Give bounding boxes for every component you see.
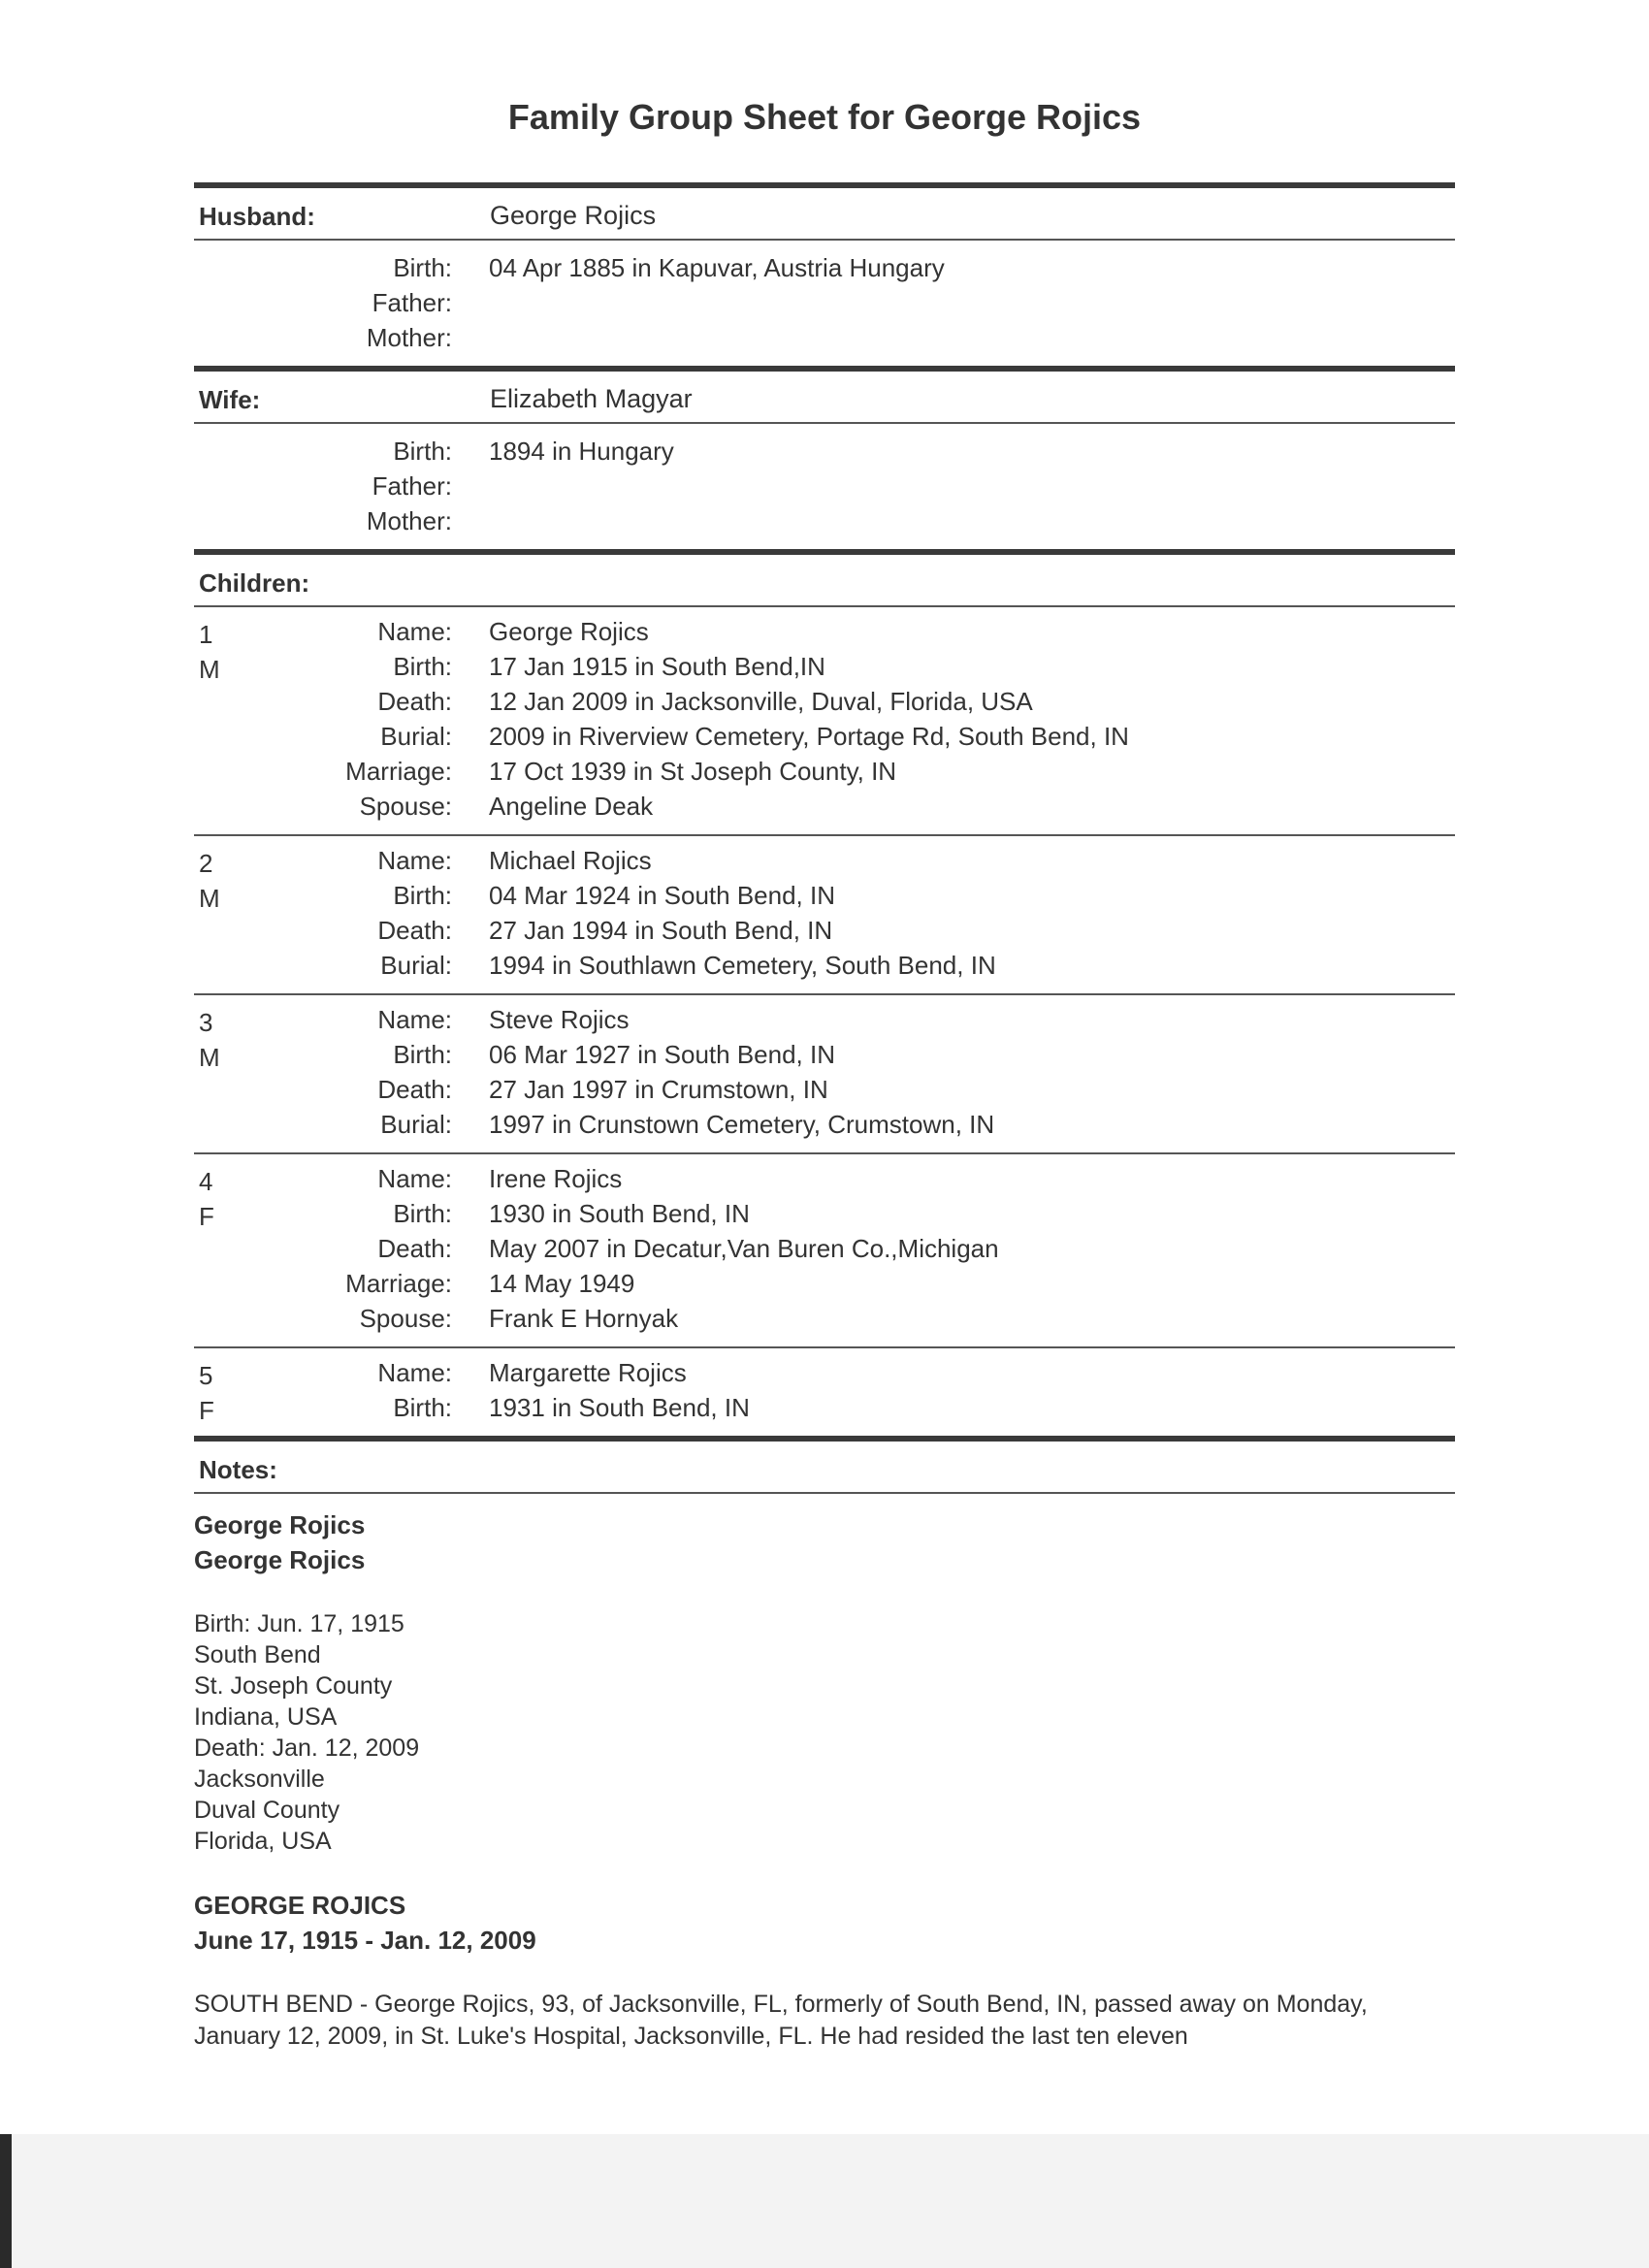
notes-line: Jacksonville xyxy=(194,1766,325,1793)
field-value: 17 Oct 1939 in St Joseph County, IN xyxy=(489,757,897,786)
obituary-dates: June 17, 1915 - Jan. 12, 2009 xyxy=(194,1926,536,1955)
child-sex: M xyxy=(199,655,220,684)
child-number: 2 xyxy=(199,849,213,878)
notes-line: St. Joseph County xyxy=(194,1672,393,1700)
field-row xyxy=(194,1110,1455,1145)
field-row xyxy=(194,1075,1455,1110)
field-value: 17 Jan 1915 in South Bend,IN xyxy=(489,652,825,681)
child-sex: M xyxy=(199,1043,220,1072)
child-sex: F xyxy=(199,1396,214,1425)
field-label: Name: xyxy=(377,617,452,646)
husband-header xyxy=(194,188,1455,239)
field-label: Name: xyxy=(377,846,452,875)
field-row xyxy=(194,792,1455,826)
field-row xyxy=(194,1040,1455,1075)
field-row xyxy=(194,916,1455,951)
husband-label: Husband: xyxy=(199,202,315,231)
field-label: Birth: xyxy=(393,253,452,282)
husband-fields xyxy=(194,241,1455,366)
field-label: Birth: xyxy=(393,1393,452,1422)
wife-name: Elizabeth Magyar xyxy=(490,384,693,413)
field-value: 1997 in Crunstown Cemetery, Crumstown, IN xyxy=(489,1110,995,1139)
husband-name: George Rojics xyxy=(490,201,657,230)
field-label: Birth: xyxy=(393,1040,452,1069)
child-sex: M xyxy=(199,884,220,913)
family-group-sheet xyxy=(194,182,1455,2053)
field-row xyxy=(194,323,1455,358)
field-value: George Rojics xyxy=(489,617,649,646)
wife-header xyxy=(194,372,1455,422)
field-label: Mother: xyxy=(366,323,452,352)
field-value: Margarette Rojics xyxy=(489,1358,687,1387)
field-row xyxy=(194,1005,1455,1040)
field-value: 27 Jan 1994 in South Bend, IN xyxy=(489,916,833,945)
children-header xyxy=(194,555,1455,605)
field-label: Marriage: xyxy=(345,1269,452,1298)
field-label: Spouse: xyxy=(359,1304,452,1333)
scanner-background xyxy=(0,2134,1649,2268)
field-row xyxy=(194,1358,1455,1393)
field-value: 04 Mar 1924 in South Bend, IN xyxy=(489,881,836,910)
field-label: Name: xyxy=(377,1164,452,1193)
field-row xyxy=(194,846,1455,881)
field-value: Angeline Deak xyxy=(489,792,654,821)
child-number: 3 xyxy=(199,1008,213,1037)
field-row xyxy=(194,881,1455,916)
field-row xyxy=(194,1234,1455,1269)
field-label: Name: xyxy=(377,1005,452,1034)
notes-header xyxy=(194,1442,1455,1492)
field-row xyxy=(194,471,1455,506)
field-value: 12 Jan 2009 in Jacksonville, Duval, Florida, USA xyxy=(489,687,1033,716)
field-value: 1931 in South Bend, IN xyxy=(489,1393,750,1422)
field-value: 2009 in Riverview Cemetery, Portage Rd, South Bend, IN xyxy=(489,722,1129,751)
field-row xyxy=(194,437,1455,471)
field-label: Father: xyxy=(372,471,452,501)
child-entry xyxy=(194,836,1455,993)
field-value: Michael Rojics xyxy=(489,846,652,875)
field-row xyxy=(194,253,1455,288)
notes-heading: George Rojics xyxy=(194,1545,366,1574)
children-label: Children: xyxy=(199,568,310,598)
field-row xyxy=(194,1164,1455,1199)
field-value: 1930 in South Bend, IN xyxy=(489,1199,750,1228)
notes-line: Duval County xyxy=(194,1797,340,1824)
field-row xyxy=(194,288,1455,323)
obituary-title: GEORGE ROJICS xyxy=(194,1891,406,1920)
page-title: Family Group Sheet for George Rojics xyxy=(507,97,1142,137)
field-label: Spouse: xyxy=(359,792,452,821)
scanner-edge xyxy=(0,2134,12,2268)
field-row xyxy=(194,1269,1455,1304)
field-label: Birth: xyxy=(393,437,452,466)
field-row xyxy=(194,757,1455,792)
field-label: Father: xyxy=(372,288,452,317)
field-label: Birth: xyxy=(393,652,452,681)
field-label: Death: xyxy=(377,1075,452,1104)
field-value: Steve Rojics xyxy=(489,1005,630,1034)
field-label: Birth: xyxy=(393,1199,452,1228)
field-value: Frank E Hornyak xyxy=(489,1304,679,1333)
field-value: 14 May 1949 xyxy=(489,1269,635,1298)
field-row xyxy=(194,617,1455,652)
child-sex: F xyxy=(199,1202,214,1231)
field-label: Mother: xyxy=(366,506,452,535)
field-value: 06 Mar 1927 in South Bend, IN xyxy=(489,1040,836,1069)
field-label: Birth: xyxy=(393,881,452,910)
notes-body xyxy=(194,1494,1455,2053)
field-row xyxy=(194,951,1455,986)
wife-label: Wife: xyxy=(199,385,261,414)
notes-line: Death: Jan. 12, 2009 xyxy=(194,1734,420,1762)
field-value: 1894 in Hungary xyxy=(489,437,674,466)
field-value: 27 Jan 1997 in Crumstown, IN xyxy=(489,1075,828,1104)
field-label: Name: xyxy=(377,1358,452,1387)
child-entry xyxy=(194,1348,1455,1436)
child-entry xyxy=(194,995,1455,1152)
wife-fields xyxy=(194,424,1455,549)
field-label: Burial: xyxy=(380,722,452,751)
field-label: Death: xyxy=(377,687,452,716)
notes-heading: George Rojics xyxy=(194,1510,366,1539)
field-value: May 2007 in Decatur,Van Buren Co.,Michigan xyxy=(489,1234,999,1263)
field-row xyxy=(194,506,1455,541)
field-label: Burial: xyxy=(380,1110,452,1139)
child-number: 4 xyxy=(199,1167,213,1196)
field-row xyxy=(194,687,1455,722)
field-label: Burial: xyxy=(380,951,452,980)
field-label: Death: xyxy=(377,916,452,945)
field-row xyxy=(194,1304,1455,1339)
field-row xyxy=(194,1393,1455,1428)
field-row xyxy=(194,1199,1455,1234)
notes-line: Birth: Jun. 17, 1915 xyxy=(194,1610,404,1637)
field-row xyxy=(194,722,1455,757)
field-row xyxy=(194,652,1455,687)
child-entry xyxy=(194,607,1455,834)
obituary-paragraph: SOUTH BEND - George Rojics, 93, of Jacksonville, FL, formerly of South Bend, IN, passed away on Monday, January 12, 2009, in St. Luke's Hospital, Jacksonville, FL. He had resided the last ten eleven xyxy=(194,1991,1368,2050)
field-value: 1994 in Southlawn Cemetery, South Bend, IN xyxy=(489,951,996,980)
field-value: 04 Apr 1885 in Kapuvar, Austria Hungary xyxy=(489,253,945,282)
notes-label: Notes: xyxy=(199,1455,277,1484)
child-number: 5 xyxy=(199,1361,213,1390)
notes-line: South Bend xyxy=(194,1641,321,1669)
notes-line: Florida, USA xyxy=(194,1828,332,1855)
notes-line: Indiana, USA xyxy=(194,1703,338,1731)
child-entry xyxy=(194,1154,1455,1346)
child-number: 1 xyxy=(199,620,213,649)
field-label: Death: xyxy=(377,1234,452,1263)
field-value: Irene Rojics xyxy=(489,1164,623,1193)
field-label: Marriage: xyxy=(345,757,452,786)
